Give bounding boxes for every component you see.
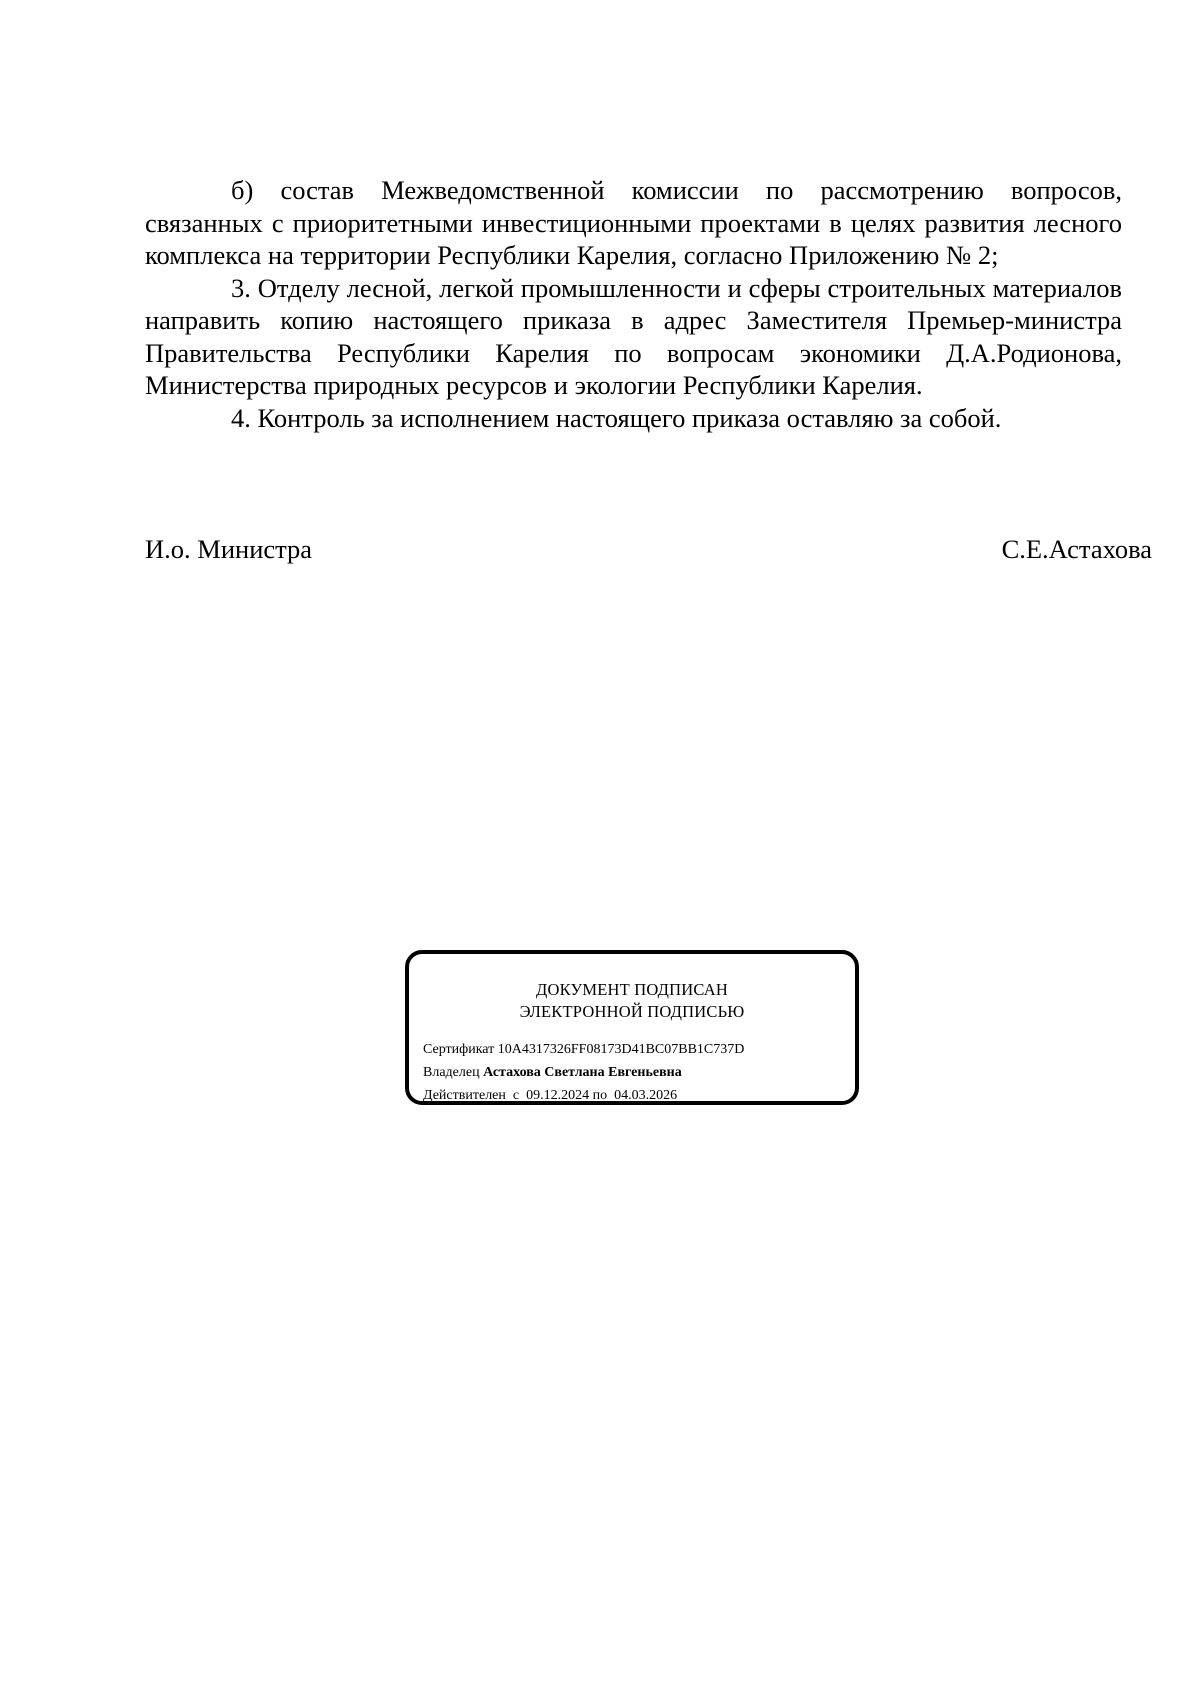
paragraph-composition-commission: б) состав Межведомственной комиссии по рассмотрению вопросов, связанных с приоритетными инвестиционными проектами в целях развития лесного комплекса на территории Республики Карелия, согласно Приложению № 2; bbox=[145, 175, 1122, 270]
certificate-value: 10A4317326FF08173D41BC07BB1C737D bbox=[497, 1042, 745, 1057]
electronic-signature-stamp bbox=[405, 950, 859, 1105]
owner-label: Владелец bbox=[423, 1065, 480, 1080]
stamp-title-line-1: ДОКУМЕНТ ПОДПИСАН bbox=[536, 980, 728, 999]
stamp-details bbox=[423, 1038, 744, 1107]
certificate-label: Сертификат bbox=[423, 1042, 495, 1057]
stamp-title bbox=[409, 979, 855, 1023]
stamp-certificate-line bbox=[423, 1038, 744, 1061]
signatory-name: С.Е.Астахова bbox=[1001, 534, 1152, 564]
valid-to-label: по bbox=[592, 1088, 608, 1103]
stamp-title-line-2: ЭЛЕКТРОННОЙ ПОДПИСЬЮ bbox=[519, 1002, 745, 1021]
paragraph-item-3: 3. Отделу лесной, легкой промышленности и сферы строительных материалов направить копию настоящего приказа в адрес Заместителя Премьер-министра Правительства Республики Карелия по вопросам экономики Д.А.Родионова, Министерства природных ресурсов и экологии Республики Карелия. bbox=[145, 272, 1122, 400]
stamp-validity-line bbox=[423, 1084, 744, 1107]
valid-from-date: 09.12.2024 bbox=[526, 1088, 590, 1103]
document-body bbox=[145, 174, 1122, 434]
paragraph-item-4: 4. Контроль за исполнением настоящего приказа оставляю за собой. bbox=[231, 402, 1002, 433]
owner-value: Астахова Светлана Евгеньевна bbox=[483, 1065, 682, 1080]
signatory-position: И.о. Министра bbox=[145, 534, 313, 564]
stamp-owner-line bbox=[423, 1061, 744, 1084]
valid-label: Действителен bbox=[423, 1088, 506, 1103]
valid-from-label: с bbox=[512, 1088, 520, 1103]
valid-to-date: 04.03.2026 bbox=[614, 1088, 678, 1103]
